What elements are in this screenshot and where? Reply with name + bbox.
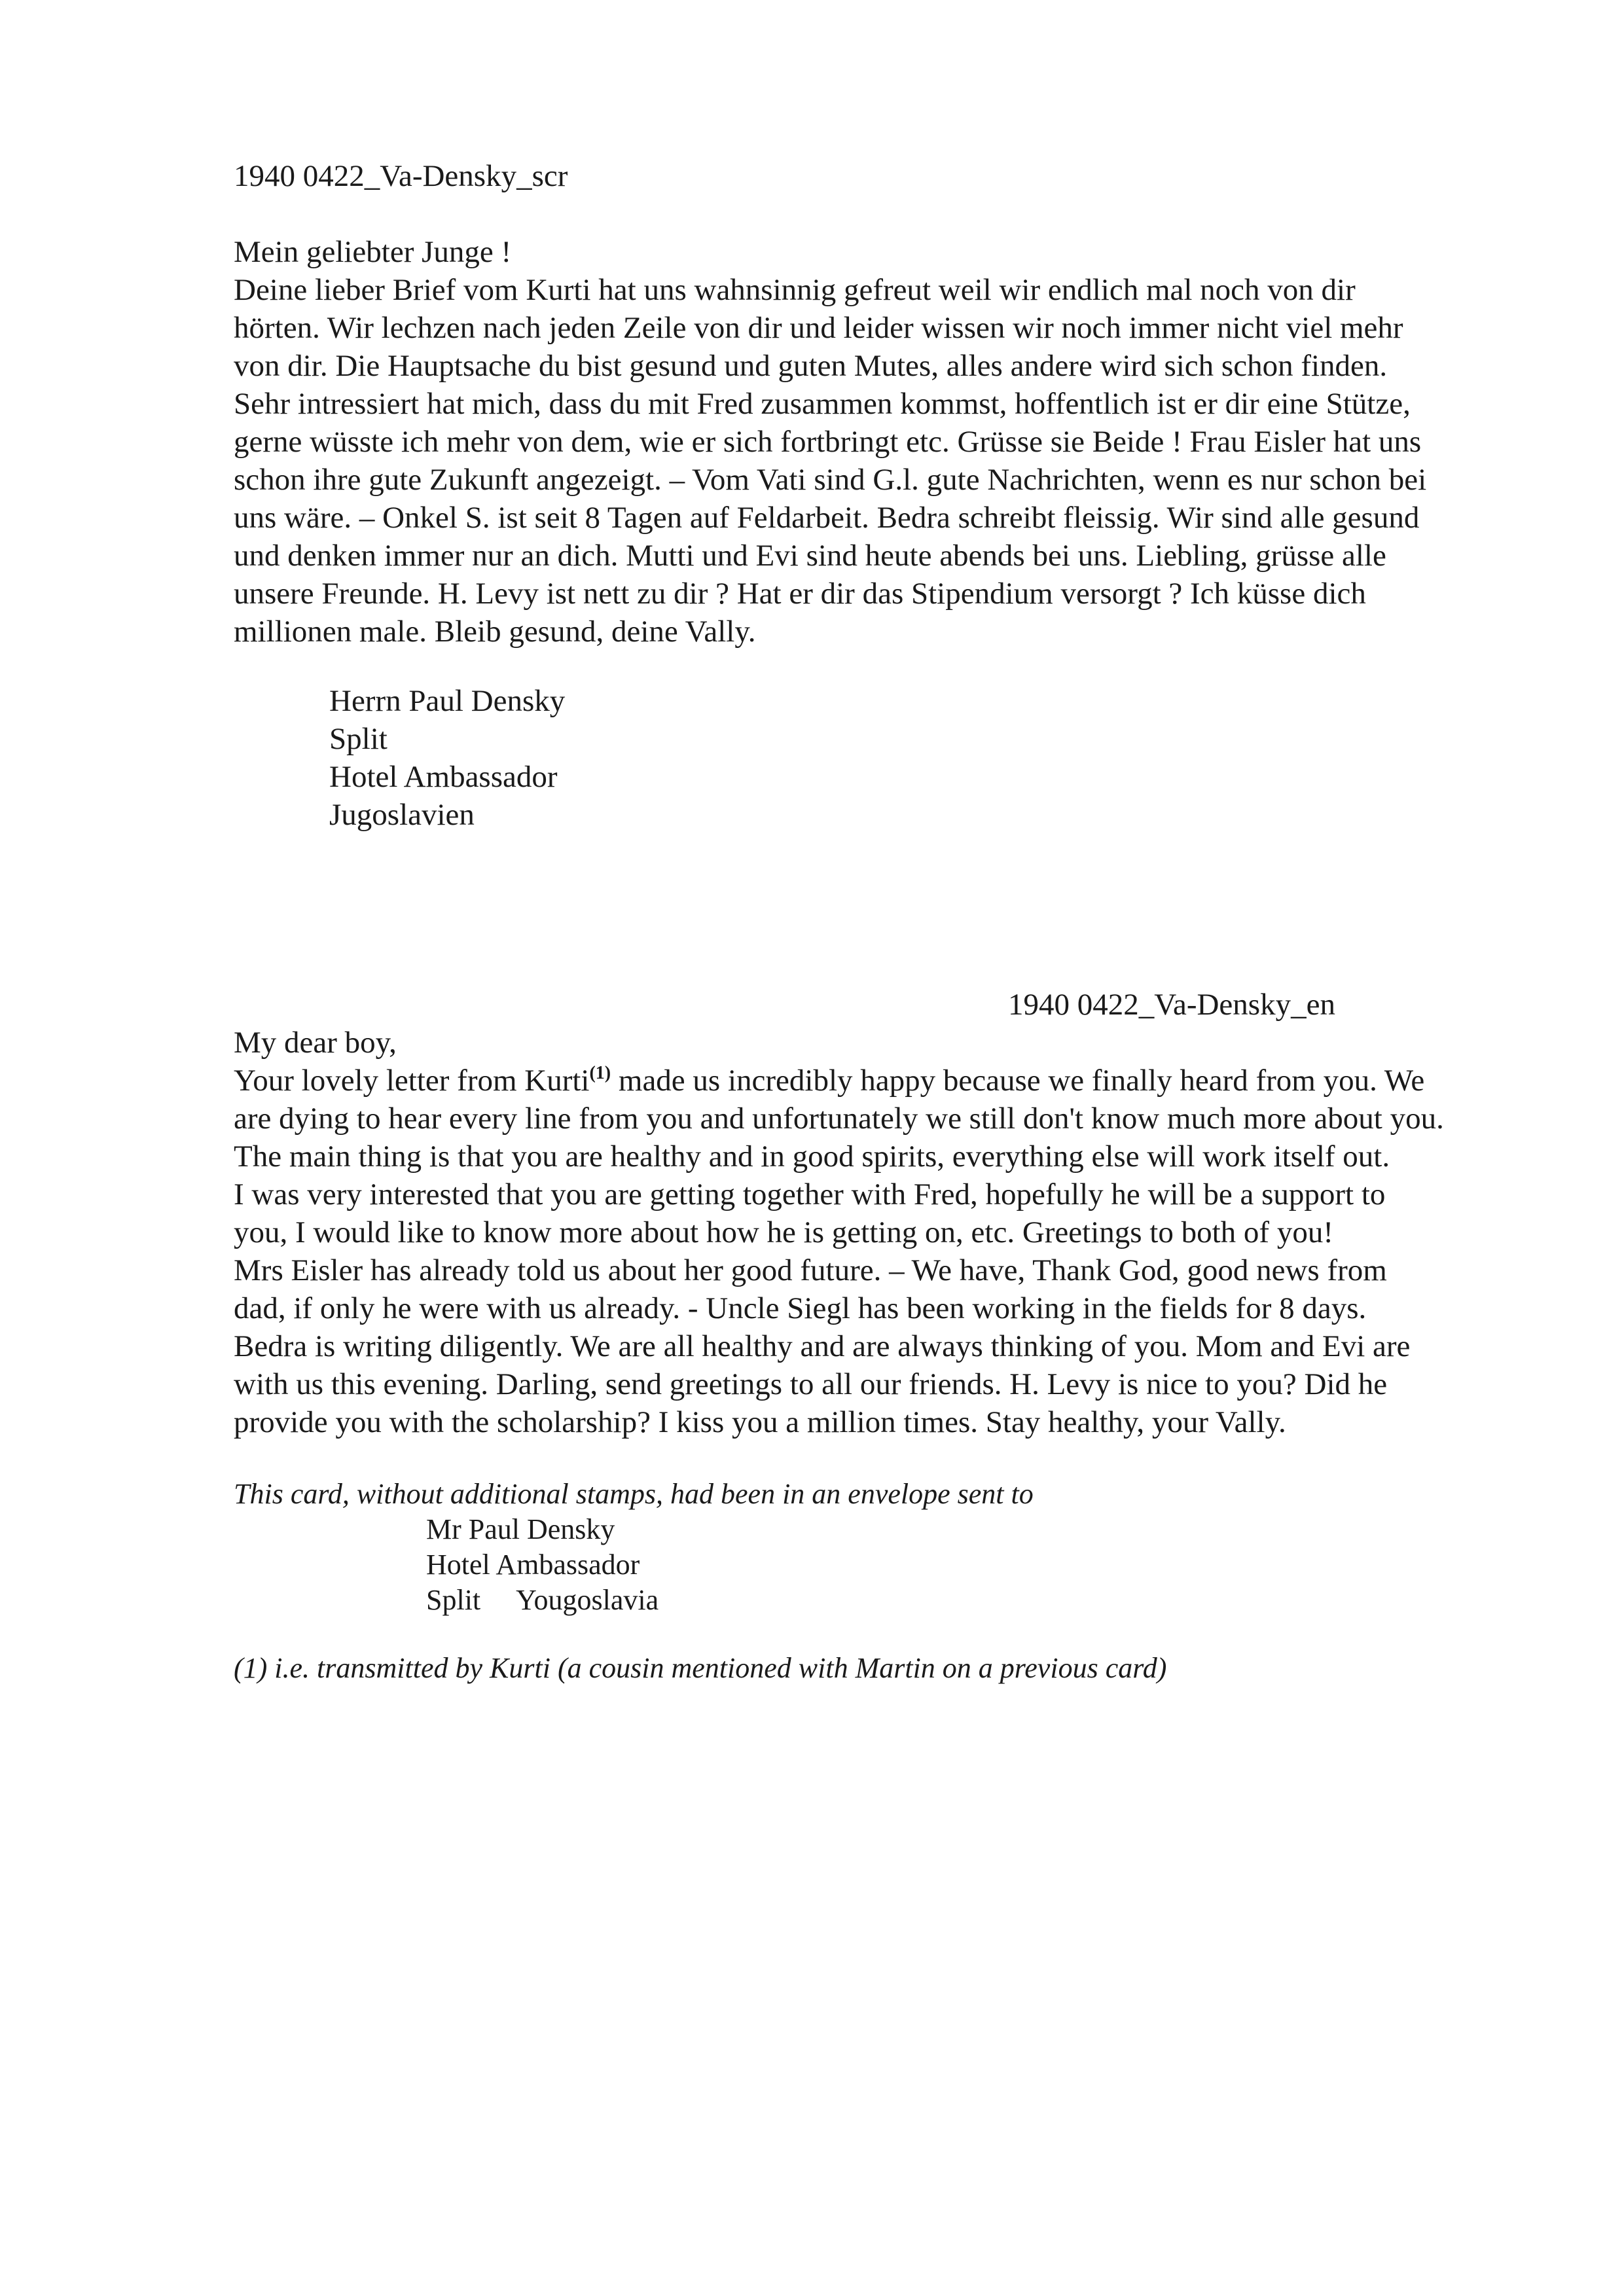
english-line: are dying to hear every line from you and unfortunately we still don't know much more about you.: [234, 1102, 1444, 1136]
address-city-country: [426, 1583, 659, 1618]
english-reference: 1940 0422_Va-Densky_en: [1008, 988, 1335, 1022]
english-line: Bedra is writing diligently. We are all healthy and are always thinking of you. Mom and Evi are: [234, 1329, 1411, 1363]
german-line: Deine lieber Brief vom Kurti hat uns wahnsinnig gefreut weil wir endlich mal noch von dir: [234, 273, 1356, 307]
english-line: you, I would like to know more about how he is getting on, etc. Greetings to both of you!: [234, 1215, 1333, 1249]
english-line: dad, if only he were with us already. - Uncle Siegl has been working in the fields for 8 days.: [234, 1291, 1367, 1325]
english-line: [234, 1062, 1536, 1100]
english-address: [426, 1512, 659, 1618]
address-line: Hotel Ambassador: [329, 760, 558, 794]
address-city: Split: [426, 1584, 481, 1616]
address-country: Yougoslavia: [516, 1584, 659, 1616]
footnote: (1) i.e. transmitted by Kurti (a cousin mentioned with Martin on a previous card): [234, 1652, 1167, 1684]
english-translation: [234, 1024, 1536, 1441]
address-name: Mr Paul Densky: [426, 1513, 615, 1545]
german-line: uns wäre. – Onkel S. ist seit 8 Tagen auf Feldarbeit. Bedra schreibt fleissig. Wir sind alle gesund: [234, 501, 1420, 535]
english-line-end: made us incredibly happy because we finally heard from you. We: [611, 1064, 1425, 1098]
german-line: millionen male. Bleib gesund, deine Vally.: [234, 615, 756, 649]
footnote-marker: (1): [589, 1063, 611, 1083]
english-line: The main thing is that you are healthy and in good spirits, everything else will work itself out.: [234, 1139, 1390, 1174]
german-greeting: Mein geliebter Junge !: [234, 235, 512, 269]
german-address: [329, 682, 565, 834]
german-line: schon ihre gute Zukunft angezeigt. – Vom Vati sind G.l. gute Nachrichten, wenn es nur schon bei: [234, 463, 1427, 497]
english-line: Mrs Eisler has already told us about her good future. – We have, Thank God, good news from: [234, 1253, 1387, 1287]
envelope-note: This card, without additional stamps, had been in an envelope sent to: [234, 1478, 1034, 1510]
german-letter: [234, 233, 1536, 651]
german-line: von dir. Die Hauptsache du bist gesund und guten Mutes, alles andere wird sich schon finden.: [234, 349, 1388, 383]
address-line: Herrn Paul Densky: [329, 684, 566, 718]
address-hotel: Hotel Ambassador: [426, 1549, 640, 1581]
german-line: und denken immer nur an dich. Mutti und Evi sind heute abends bei uns. Liebling, grüsse alle: [234, 539, 1386, 573]
english-line-start: Your lovely letter from Kurti: [234, 1064, 590, 1098]
address-line: Jugoslavien: [329, 798, 475, 832]
german-line: Sehr intressiert hat mich, dass du mit Fred zusammen kommst, hoffentlich ist er dir eine Stütze,: [234, 387, 1411, 421]
german-line: hörten. Wir lechzen nach jeden Zeile von dir und leider wissen wir noch immer nicht viel mehr: [234, 311, 1403, 345]
english-line: provide you with the scholarship? I kiss you a million times. Stay healthy, your Vally.: [234, 1405, 1286, 1439]
english-greeting: My dear boy,: [234, 1026, 397, 1060]
english-line: I was very interested that you are getting together with Fred, hopefully he will be a support to: [234, 1177, 1386, 1211]
german-line: unsere Freunde. H. Levy ist nett zu dir ? Hat er dir das Stipendium versorgt ? Ich küsse dich: [234, 577, 1366, 611]
german-line: gerne wüsste ich mehr von dem, wie er sich fortbringt etc. Grüsse sie Beide ! Frau Eisler hat uns: [234, 425, 1422, 459]
address-line: Split: [329, 722, 388, 756]
english-line: with us this evening. Darling, send greetings to all our friends. H. Levy is nice to you? Did he: [234, 1367, 1388, 1401]
german-reference: 1940 0422_Va-Densky_scr: [234, 159, 568, 193]
